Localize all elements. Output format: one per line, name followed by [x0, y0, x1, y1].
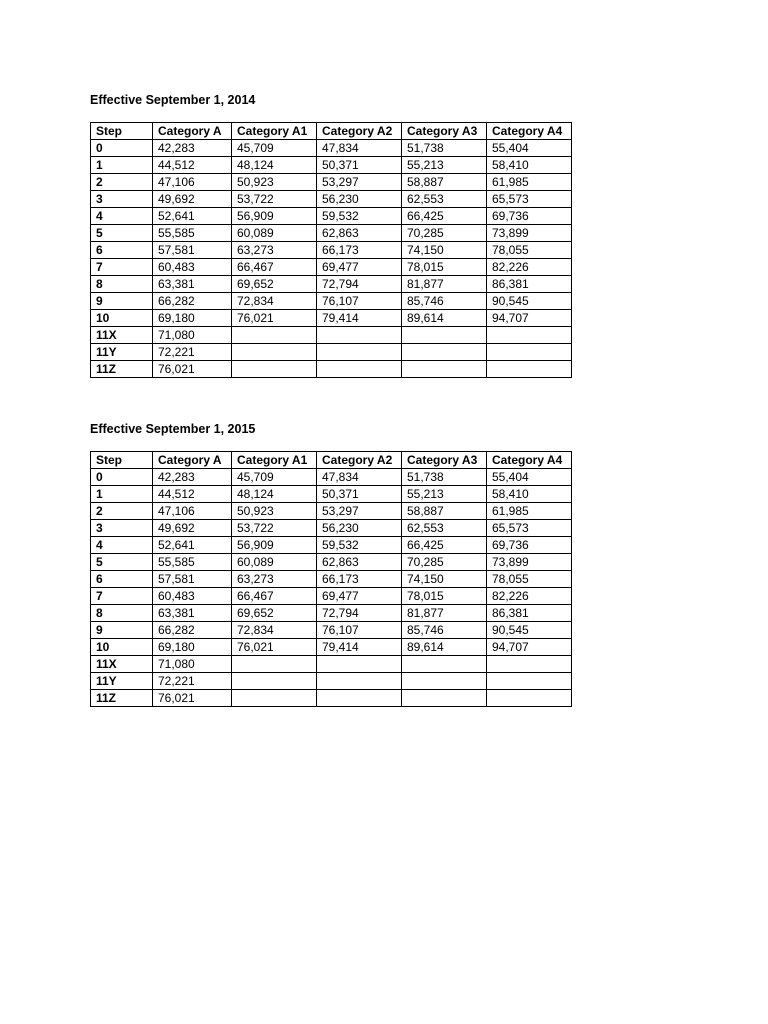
table-row — [91, 361, 572, 378]
step-cell: 5 — [91, 554, 153, 571]
salary-cell: 69,477 — [317, 588, 402, 605]
salary-cell: 62,553 — [402, 520, 487, 537]
salary-cell: 66,425 — [402, 537, 487, 554]
salary-cell — [317, 327, 402, 344]
salary-cell: 49,692 — [153, 520, 232, 537]
salary-cell: 61,985 — [487, 503, 572, 520]
salary-cell — [232, 673, 317, 690]
step-cell: 5 — [91, 225, 153, 242]
salary-cell: 78,015 — [402, 259, 487, 276]
salary-cell: 58,887 — [402, 174, 487, 191]
table-header-row — [91, 123, 572, 140]
salary-cell: 78,055 — [487, 571, 572, 588]
salary-section-2015 — [90, 422, 563, 705]
salary-cell: 62,863 — [317, 554, 402, 571]
salary-cell — [317, 673, 402, 690]
salary-cell: 42,283 — [153, 140, 232, 157]
table-row — [91, 656, 572, 673]
salary-cell: 74,150 — [402, 242, 487, 259]
salary-cell: 55,404 — [487, 469, 572, 486]
salary-table-2015 — [90, 451, 572, 707]
salary-cell — [232, 690, 317, 707]
salary-cell: 81,877 — [402, 276, 487, 293]
table-row — [91, 486, 572, 503]
salary-cell: 66,467 — [232, 259, 317, 276]
table-row — [91, 639, 572, 656]
salary-cell: 69,180 — [153, 639, 232, 656]
column-header: Category A — [153, 452, 232, 469]
column-header: Category A4 — [487, 123, 572, 140]
salary-cell: 66,467 — [232, 588, 317, 605]
salary-cell: 94,707 — [487, 310, 572, 327]
salary-cell: 45,709 — [232, 140, 317, 157]
table-row — [91, 537, 572, 554]
salary-cell: 63,273 — [232, 242, 317, 259]
step-cell: 7 — [91, 588, 153, 605]
salary-cell: 69,652 — [232, 605, 317, 622]
table-row — [91, 310, 572, 327]
column-header: Category A2 — [317, 452, 402, 469]
salary-cell — [402, 361, 487, 378]
salary-cell: 65,573 — [487, 520, 572, 537]
table-row — [91, 327, 572, 344]
step-cell: 6 — [91, 242, 153, 259]
salary-cell: 76,021 — [232, 310, 317, 327]
table-row — [91, 520, 572, 537]
salary-cell: 71,080 — [153, 327, 232, 344]
salary-cell: 90,545 — [487, 293, 572, 310]
salary-cell — [402, 673, 487, 690]
salary-cell — [317, 656, 402, 673]
step-cell: 8 — [91, 276, 153, 293]
salary-cell: 72,834 — [232, 293, 317, 310]
salary-cell: 72,834 — [232, 622, 317, 639]
table-header-row — [91, 452, 572, 469]
salary-cell: 59,532 — [317, 208, 402, 225]
salary-cell: 79,414 — [317, 310, 402, 327]
table-row — [91, 293, 572, 310]
salary-cell: 53,297 — [317, 174, 402, 191]
salary-cell: 50,923 — [232, 503, 317, 520]
salary-cell: 50,371 — [317, 157, 402, 174]
salary-cell: 69,736 — [487, 537, 572, 554]
salary-cell: 57,581 — [153, 571, 232, 588]
salary-cell: 52,641 — [153, 208, 232, 225]
column-header: Category A1 — [232, 452, 317, 469]
salary-cell — [487, 673, 572, 690]
table-row — [91, 208, 572, 225]
salary-cell: 71,080 — [153, 656, 232, 673]
salary-cell: 56,909 — [232, 208, 317, 225]
table-row — [91, 673, 572, 690]
salary-cell — [232, 361, 317, 378]
salary-cell: 53,722 — [232, 191, 317, 208]
column-header: Category A — [153, 123, 232, 140]
step-cell: 2 — [91, 503, 153, 520]
column-header: Category A4 — [487, 452, 572, 469]
step-cell: 2 — [91, 174, 153, 191]
salary-cell — [402, 327, 487, 344]
salary-cell: 47,106 — [153, 503, 232, 520]
salary-cell: 69,736 — [487, 208, 572, 225]
salary-cell: 66,425 — [402, 208, 487, 225]
salary-cell: 72,794 — [317, 276, 402, 293]
salary-cell: 47,106 — [153, 174, 232, 191]
table-row — [91, 259, 572, 276]
salary-cell: 72,221 — [153, 344, 232, 361]
step-cell: 3 — [91, 520, 153, 537]
salary-cell: 69,477 — [317, 259, 402, 276]
salary-cell — [317, 361, 402, 378]
table-row — [91, 191, 572, 208]
salary-cell: 89,614 — [402, 639, 487, 656]
salary-cell: 76,021 — [153, 361, 232, 378]
salary-cell: 66,282 — [153, 293, 232, 310]
salary-cell: 66,173 — [317, 571, 402, 588]
salary-cell: 47,834 — [317, 140, 402, 157]
step-cell: 11X — [91, 327, 153, 344]
step-cell: 4 — [91, 208, 153, 225]
table-row — [91, 174, 572, 191]
salary-cell — [232, 327, 317, 344]
table-row — [91, 554, 572, 571]
salary-cell: 82,226 — [487, 259, 572, 276]
salary-cell — [487, 656, 572, 673]
salary-cell: 59,532 — [317, 537, 402, 554]
salary-cell: 89,614 — [402, 310, 487, 327]
salary-cell — [402, 690, 487, 707]
salary-cell: 55,404 — [487, 140, 572, 157]
salary-cell: 60,483 — [153, 588, 232, 605]
salary-cell: 66,173 — [317, 242, 402, 259]
column-header: Category A3 — [402, 452, 487, 469]
salary-cell: 51,738 — [402, 469, 487, 486]
salary-cell: 65,573 — [487, 191, 572, 208]
column-header: Category A2 — [317, 123, 402, 140]
salary-cell: 53,722 — [232, 520, 317, 537]
salary-cell: 53,297 — [317, 503, 402, 520]
salary-cell: 57,581 — [153, 242, 232, 259]
step-cell: 8 — [91, 605, 153, 622]
salary-cell: 55,213 — [402, 486, 487, 503]
column-header: Step — [91, 452, 153, 469]
salary-cell: 76,021 — [232, 639, 317, 656]
salary-cell: 62,863 — [317, 225, 402, 242]
step-cell: 11X — [91, 656, 153, 673]
table-row — [91, 344, 572, 361]
table-row — [91, 690, 572, 707]
salary-cell: 48,124 — [232, 157, 317, 174]
salary-cell: 73,899 — [487, 554, 572, 571]
salary-cell: 81,877 — [402, 605, 487, 622]
salary-cell: 70,285 — [402, 554, 487, 571]
salary-cell: 90,545 — [487, 622, 572, 639]
salary-cell: 82,226 — [487, 588, 572, 605]
salary-cell: 56,909 — [232, 537, 317, 554]
salary-cell — [232, 656, 317, 673]
salary-cell — [232, 344, 317, 361]
salary-cell: 42,283 — [153, 469, 232, 486]
salary-cell: 86,381 — [487, 276, 572, 293]
table-row — [91, 503, 572, 520]
salary-cell — [317, 344, 402, 361]
salary-cell: 47,834 — [317, 469, 402, 486]
step-cell: 4 — [91, 537, 153, 554]
step-cell: 10 — [91, 310, 153, 327]
table-row — [91, 242, 572, 259]
step-cell: 10 — [91, 639, 153, 656]
table-row — [91, 571, 572, 588]
salary-cell: 51,738 — [402, 140, 487, 157]
salary-cell — [487, 344, 572, 361]
salary-cell: 55,585 — [153, 225, 232, 242]
table-row — [91, 140, 572, 157]
salary-cell — [487, 690, 572, 707]
salary-cell: 78,055 — [487, 242, 572, 259]
table-row — [91, 605, 572, 622]
salary-cell: 63,381 — [153, 276, 232, 293]
salary-cell: 48,124 — [232, 486, 317, 503]
salary-cell — [317, 690, 402, 707]
salary-cell — [487, 327, 572, 344]
salary-cell: 66,282 — [153, 622, 232, 639]
salary-cell: 58,887 — [402, 503, 487, 520]
salary-cell: 69,180 — [153, 310, 232, 327]
step-cell: 1 — [91, 157, 153, 174]
step-cell: 6 — [91, 571, 153, 588]
salary-cell: 49,692 — [153, 191, 232, 208]
salary-cell: 74,150 — [402, 571, 487, 588]
salary-cell: 50,371 — [317, 486, 402, 503]
salary-cell: 58,410 — [487, 486, 572, 503]
salary-cell: 63,381 — [153, 605, 232, 622]
salary-cell: 55,213 — [402, 157, 487, 174]
step-cell: 0 — [91, 469, 153, 486]
salary-table-2014 — [90, 122, 572, 378]
salary-cell: 60,483 — [153, 259, 232, 276]
salary-cell — [402, 344, 487, 361]
column-header: Step — [91, 123, 153, 140]
step-cell: 9 — [91, 293, 153, 310]
salary-cell: 60,089 — [232, 225, 317, 242]
salary-cell: 60,089 — [232, 554, 317, 571]
salary-cell: 86,381 — [487, 605, 572, 622]
table-row — [91, 469, 572, 486]
step-cell: 1 — [91, 486, 153, 503]
salary-cell: 56,230 — [317, 191, 402, 208]
salary-cell: 63,273 — [232, 571, 317, 588]
salary-cell: 55,585 — [153, 554, 232, 571]
salary-cell: 78,015 — [402, 588, 487, 605]
salary-cell: 76,107 — [317, 622, 402, 639]
salary-section-2014 — [90, 93, 563, 376]
table-row — [91, 588, 572, 605]
step-cell: 11Z — [91, 361, 153, 378]
salary-cell: 76,107 — [317, 293, 402, 310]
salary-cell: 62,553 — [402, 191, 487, 208]
table-row — [91, 276, 572, 293]
section-title: Effective September 1, 2014 — [90, 93, 256, 107]
salary-cell: 52,641 — [153, 537, 232, 554]
salary-cell: 72,794 — [317, 605, 402, 622]
column-header: Category A1 — [232, 123, 317, 140]
salary-cell — [487, 361, 572, 378]
salary-cell: 70,285 — [402, 225, 487, 242]
table-row — [91, 622, 572, 639]
salary-cell: 45,709 — [232, 469, 317, 486]
salary-cell: 79,414 — [317, 639, 402, 656]
salary-cell: 44,512 — [153, 157, 232, 174]
step-cell: 0 — [91, 140, 153, 157]
salary-cell: 61,985 — [487, 174, 572, 191]
salary-cell: 85,746 — [402, 622, 487, 639]
step-cell: 11Z — [91, 690, 153, 707]
step-cell: 9 — [91, 622, 153, 639]
step-cell: 11Y — [91, 673, 153, 690]
column-header: Category A3 — [402, 123, 487, 140]
step-cell: 11Y — [91, 344, 153, 361]
table-row — [91, 225, 572, 242]
salary-cell: 72,221 — [153, 673, 232, 690]
salary-cell: 50,923 — [232, 174, 317, 191]
table-row — [91, 157, 572, 174]
section-title: Effective September 1, 2015 — [90, 422, 256, 436]
salary-cell — [402, 656, 487, 673]
salary-cell: 76,021 — [153, 690, 232, 707]
salary-cell: 94,707 — [487, 639, 572, 656]
salary-cell: 69,652 — [232, 276, 317, 293]
salary-cell: 44,512 — [153, 486, 232, 503]
salary-cell: 56,230 — [317, 520, 402, 537]
salary-cell: 73,899 — [487, 225, 572, 242]
step-cell: 3 — [91, 191, 153, 208]
salary-cell: 85,746 — [402, 293, 487, 310]
step-cell: 7 — [91, 259, 153, 276]
salary-cell: 58,410 — [487, 157, 572, 174]
